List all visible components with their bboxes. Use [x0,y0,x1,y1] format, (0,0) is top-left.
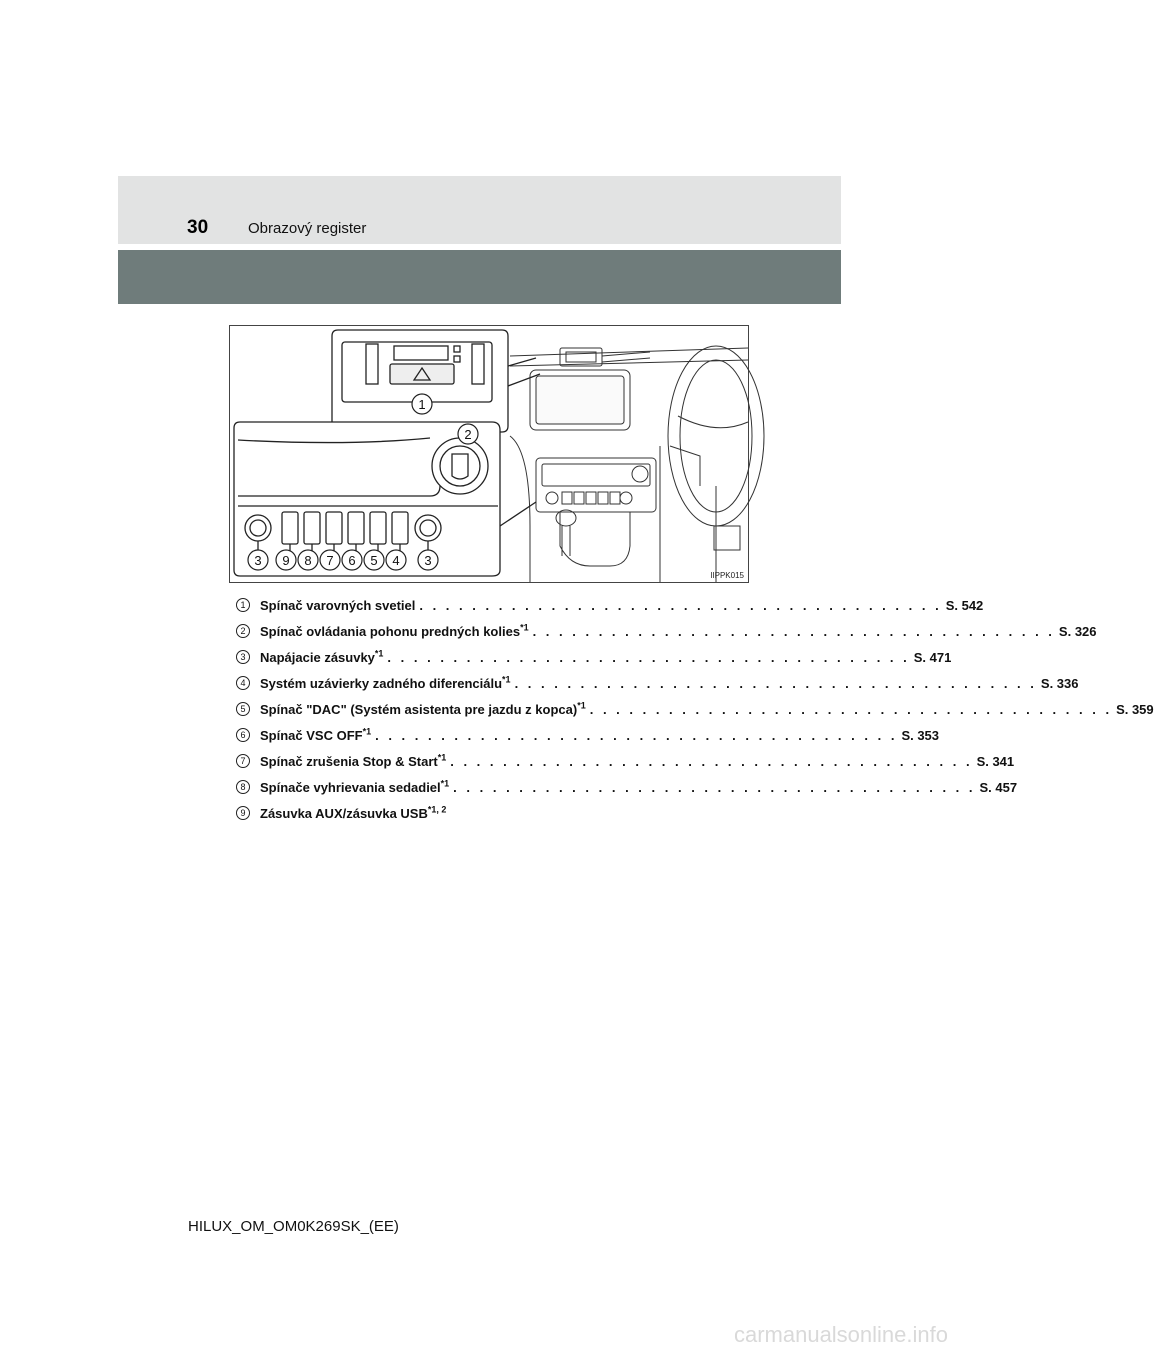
legend-footnote: *1 [577,700,586,711]
leader-dots: . . . . . . . . . . . . . . . . . . . . . . . . . . . . . . . . . . . . . . . . [450,753,973,769]
callout-3-right: 3 [424,553,432,568]
dashboard-figure [229,325,749,583]
legend-label: Spínač VSC OFF [260,727,363,743]
legend-item [236,748,1015,774]
leader-dots: . . . . . . . . . . . . . . . . . . . . . . . . . . . . . . . . . . . . . . . . [453,779,976,795]
legend-item [236,696,1154,722]
leader-dots: . . . . . . . . . . . . . . . . . . . . . . . . . . . . . . . . . . . . . . . . [387,649,910,665]
legend-page-ref[interactable]: S. 471 [913,649,952,665]
callout-2: 2 [464,427,472,442]
callout-7: 7 [326,553,334,568]
legend-item [236,592,984,618]
legend-number: 7 [236,754,250,768]
legend-page-ref[interactable]: S. 326 [1058,623,1097,639]
legend-label: Spínač "DAC" (Systém asistenta pre jazdu z kopca) [260,701,578,717]
legend-number: 4 [236,676,250,690]
legend-page-ref[interactable]: S. 341 [976,753,1015,769]
legend-number: 6 [236,728,250,742]
leader-dots: . . . . . . . . . . . . . . . . . . . . . . . . . . . . . . . . . . . . . . . . [589,701,1113,717]
callout-6: 6 [348,553,356,568]
section-title: Obrazový register [248,220,367,237]
callout-1: 1 [418,397,426,412]
legend-number: 9 [236,806,250,820]
legend-number: 5 [236,702,250,716]
legend-page-ref[interactable]: S. 359 [1116,701,1154,717]
legend-label: Spínače vyhrievania sedadiel [260,779,441,795]
legend-item [236,644,952,670]
leader-dots: . . . . . . . . . . . . . . . . . . . . . . . . . . . . . . . . . . . . . . . . [532,623,1055,639]
dashboard-illustration [230,326,748,582]
legend-footnote: *1 [362,726,372,737]
legend-page-ref[interactable]: S. 542 [945,597,984,613]
watermark: carmanualsonline.info [733,1322,948,1347]
callout-4: 4 [392,553,400,568]
callout-3-left: 3 [254,553,262,568]
callout-9: 9 [282,553,290,568]
legend-footnote: *1 [502,674,511,685]
page-number: 30 [187,217,209,238]
legend-item [236,670,1079,696]
legend-footnote: *1 [437,752,447,763]
figure-code: IIPPK015 [710,571,744,580]
legend-number: 2 [236,624,250,638]
callout-8: 8 [304,553,312,568]
legend-page-ref[interactable]: S. 336 [1040,675,1079,691]
legend-list [236,592,1154,826]
title-bar [118,250,841,304]
legend-footnote: *1, 2 [427,804,447,815]
legend-item [236,618,1097,644]
legend-label: Spínač ovládania pohonu predných kolies [260,623,521,639]
legend-footnote: *1 [520,622,529,633]
legend-number: 8 [236,780,250,794]
legend-item [236,800,724,826]
legend-label: Zásuvka AUX/zásuvka USB [260,805,428,821]
header-band [118,176,841,244]
legend-item [236,722,940,748]
callout-5: 5 [370,553,378,568]
legend-label: Spínač varovných svetiel [260,597,416,613]
legend-page-ref[interactable]: S. 353 [901,727,940,743]
legend-item [236,774,1018,800]
legend-number: 1 [236,598,250,612]
legend-footnote: *1 [440,778,450,789]
leader-dots: . . . . . . . . . . . . . . . . . . . . . . . . . . . . . . . . . . . . . . . . [375,727,898,743]
footer-code: HILUX_OM_OM0K269SK_(EE) [188,1218,399,1235]
legend-label: Spínač zrušenia Stop & Start [260,753,438,769]
leader-dots: . . . . . . . . . . . . . . . . . . . . . . . . . . . . . . . . . . . . . . . . [514,675,1037,691]
legend-label: Systém uzávierky zadného diferenciálu [260,675,503,691]
leader-dots: . . . . . . . . . . . . . . . . . . . . . . . . . . . . . . . . . . . . . . . . [419,597,942,613]
legend-label: Napájacie zásuvky [260,649,375,665]
legend-number: 3 [236,650,250,664]
legend-footnote: *1 [374,648,384,659]
legend-page-ref[interactable]: S. 457 [979,779,1018,795]
